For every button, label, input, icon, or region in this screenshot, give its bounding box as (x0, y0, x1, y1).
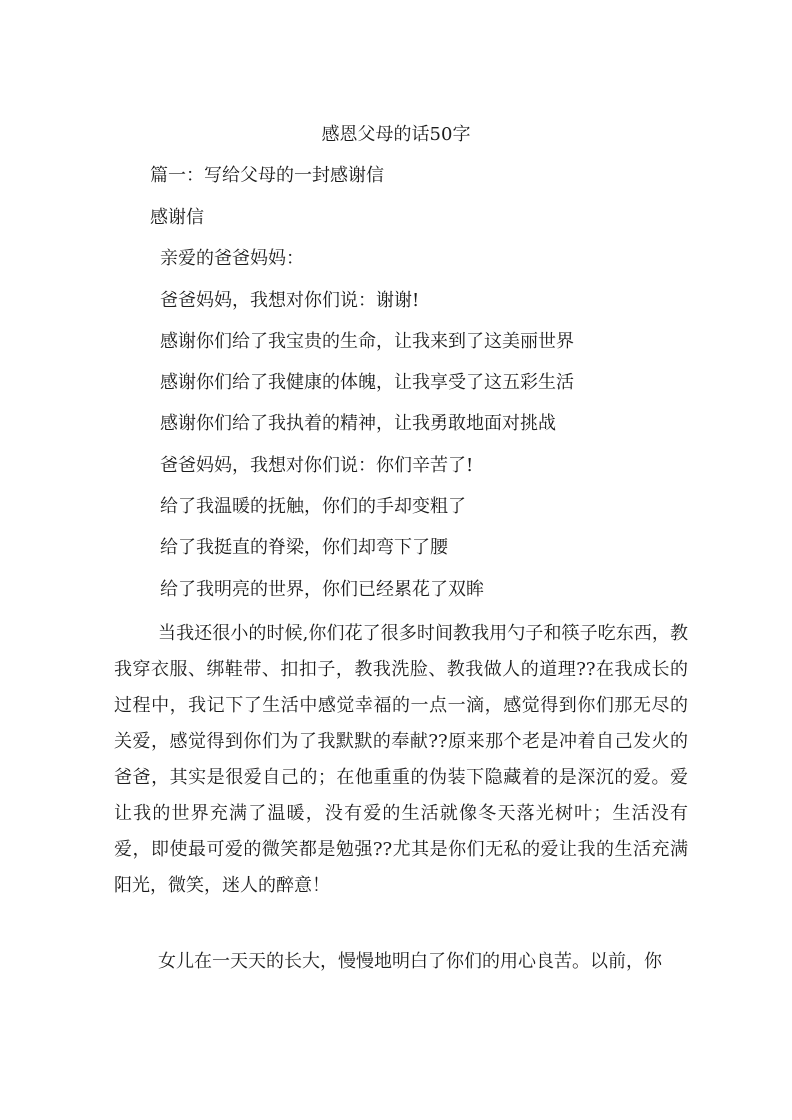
letter-line: 爸爸妈妈，我想对你们说：谢谢! (160, 290, 420, 311)
letter-title: 感谢信 (150, 207, 204, 228)
letter-line: 爸爸妈妈，我想对你们说：你们辛苦了! (160, 455, 474, 476)
body-paragraph: 当我还很小的时候,你们花了很多时间教我用勺子和筷子吃东西，教我穿衣服、绑鞋带、扣扣子，教我洗脸、教我做人的道理??在我成长的过程中，我记下了生活中感觉幸福的一点一滴，感觉得到你们那无尽的关爱，感觉得到你们为了我默默的奉献??原来那个老是冲着自己发火的爸爸，其实是很爱自己的；在他重重的伪装下隐藏着的是深沉的爱。爱让我的世界充满了温暖，没有爱的生活就像冬天落光树叶；生活没有爱，即使最可爱的微笑都是勉强??尤其是你们无私的爱让我的生活充满阳光，微笑，迷人的醉意！ (114, 623, 688, 896)
document-title: 感恩父母的话50字 (321, 124, 471, 145)
letter-line: 感谢你们给了我执着的精神，让我勇敢地面对挑战 (160, 413, 556, 434)
letter-line: 给了我明亮的世界，你们已经累花了双眸 (160, 579, 484, 600)
letter-line: 感谢你们给了我健康的体魄，让我享受了这五彩生活 (160, 372, 574, 393)
body-paragraph: 女儿在一天天的长大，慢慢地明白了你们的用心良苦。以前，你 (158, 951, 662, 972)
section-heading: 篇一：写给父母的一封感谢信 (150, 165, 384, 186)
letter-line: 感谢你们给了我宝贵的生命，让我来到了这美丽世界 (160, 331, 574, 352)
letter-salutation: 亲爱的爸爸妈妈： (160, 248, 304, 269)
letter-line: 给了我挺直的脊梁，你们却弯下了腰 (160, 537, 448, 558)
letter-line: 给了我温暖的抚触，你们的手却变粗了 (160, 496, 466, 517)
